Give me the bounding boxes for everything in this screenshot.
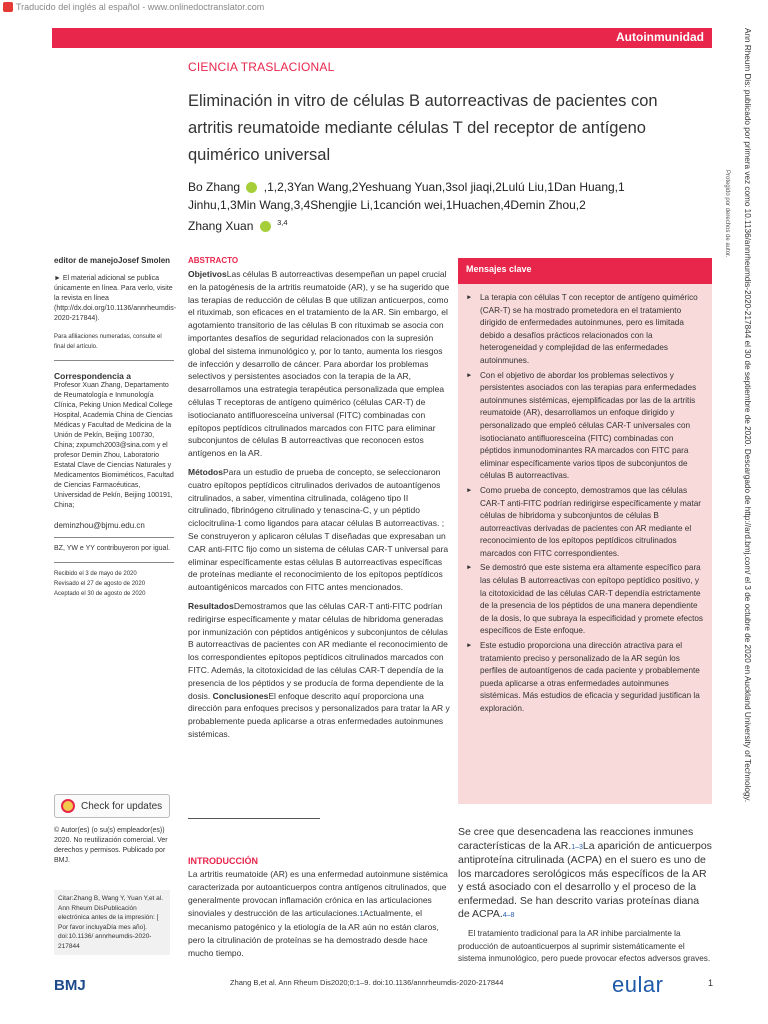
- intro-heading: INTRODUCCIÓN: [188, 856, 258, 866]
- intro-text: [188, 868, 450, 960]
- abstract-heading: ABSTRACTO: [188, 256, 239, 265]
- results-text: Demostramos que las células CAR-T anti-FITC podrían redirigirse específicamente y matar células de hibridoma generadas por inmunización con péptidos antigénicos y subconjuntos de células B autorreactivas de pacientes con AR mediante el reconocimiento de los correspondientes epítopos peptídicos citrulinados marcados con FITC. Además, la citotoxicidad de las células CAR-T dependía de la presencia de los péptidos y se producía de forma dependiente de la dosis.: [188, 600, 448, 701]
- orcid-icon[interactable]: [260, 221, 271, 232]
- body-text-part1: Se cree que desencadena las reacciones inmunes características de la AR.: [458, 826, 694, 852]
- band-label: Autoinmunidad: [616, 30, 704, 44]
- author-first: Bo Zhang: [188, 180, 241, 194]
- objectives-text: Las células B autorreactivas desempeñan un papel crucial en la patogénesis de la artritis reumatoide (AR), y se ha sugerido que las terapias de reducción de células B que utilizan anticuerpos, como el rituximab, son eficaces en el tratamiento de la AR. Sin embargo, el agotamiento transitorio de las células B con rituximab se asocia con importantes desafíos de seguridad relacionados con la supresión global del sistema inmunológico y, por lo tanto, aumenta los riesgos de infección y desarrollo de cáncer. Para abordar los problemas selectivos y persistentes asociados con la terapia de la AR, desarrollamos una estrategia terapéutica personalizada que emplea células T receptoras de antígeno quimérico (células CAR-T) de isotiocianato antifluoresceína universal (FITC) combinadas con epítopos peptídicos citrulinados marcados con FITC para eliminar subconjuntos de células B autorreactivas que reconocen estos antígenos en la AR.: [188, 269, 450, 459]
- handling-editor: editor de manejoJosef Smolen: [54, 256, 171, 265]
- page-number: 1: [708, 978, 714, 988]
- body-text-right-2: El tratamiento tradicional para la AR inhibe parcialmente la producción de autoanticuerpos al suprimir sistemáticamente el sistema inmunológico, pero puede provocar efectos adversos graves.: [458, 929, 711, 963]
- left-sidebar: [54, 256, 177, 599]
- key-message: ► Con el objetivo de abordar los problemas selectivos y persistentes asociados con las terapias para enfermedades autoinmunes sistémicas, ejemplificadas por las de la artritis reumatoide (AR), desarrollamos un enfoque dirigido y personalizado que empleó células CAR-T universales con isotiocianato antifluoresceína (FITC) combinadas con péptidos inmunodominantes RA marcados con FITC para eliminar específicamente varios tipos de subconjuntos de células B autorreactivas.: [466, 370, 704, 483]
- key-messages-list: [458, 292, 712, 716]
- divider: [54, 360, 174, 361]
- revised-date: Revisado el 27 de agosto de 2020: [54, 581, 146, 587]
- abstract: [188, 268, 450, 747]
- contrib-note: BZ, YW e YY contribuyeron por igual.: [54, 545, 170, 552]
- translator-link[interactable]: Traducido del inglés al español - www.onlinedoctranslator.com: [16, 2, 265, 12]
- orcid-icon[interactable]: [246, 182, 257, 193]
- supplementary-note: ► El material adicional se publica únicamente en línea. Para verlo, visite la revista en línea (http://dx.doi.org/10.1136/annrheumdis-2020-217844).: [54, 275, 177, 322]
- side-copyright-text: Protegido por derechos de autor.: [724, 170, 730, 258]
- author-list: [188, 178, 658, 235]
- ref-link[interactable]: 4–8: [502, 912, 515, 919]
- objectives-label: Objetivos: [188, 269, 227, 279]
- side-margin-text: Ann Rheum Dis: publicado por primera vez como 10.1136/annrheumdis-2020-217844 el 30 de septiembre de 2020. Descargado de http://ard.bmj.com/ el 3 de octubre de 2020 en Auckland University of Technology.: [743, 28, 752, 803]
- author-last-affil: 3,4: [277, 218, 288, 227]
- eular-logo: eular: [612, 972, 664, 997]
- conclusions-text: El enfoque descrito aquí proporciona una dirección para enfoques precisos y personalizados para tratar la AR y probablemente pueda aplicarse a otras enfermedades autoinmunes sistémicas.: [188, 690, 450, 739]
- check-updates-button[interactable]: [54, 794, 170, 818]
- key-message: ► La terapia con células T con receptor de antígeno quimérico (CAR-T) se ha mostrado prometedora en el tratamiento dirigido de enfermedades autoinmunes, pero es limitada debido a desafíos prácticos relacionados con la heterogeneidad y complejidad de las enfermedades autoinmunes.: [466, 292, 704, 368]
- footer-citation: Zhang B,et al. Ann Rheum Dis2020;0:1–9. doi:10.1136/annrheumdis-2020-217844: [230, 978, 504, 987]
- correspondence-text: Profesor Xuan Zhang, Departamento de Reumatología e Inmunología Clínica, Peking Union Medical College Hospital, Academia China de Ciencias Médicas y Facultad de Medicina de la Unión de Pekín, Beijing 100730, China; zxpumch2003@sina.com y el profesor Demin Zhou, Laboratorio Estatal Clave de Ciencias Naturales y Medicamentos Biomiméticos, Facultad de Ciencias Farmacéuticas, Universidad de Pekín, Beijing 100191, China;: [54, 382, 174, 509]
- body-text-right: [458, 826, 712, 923]
- body-text-part2: La aparición de anticuerpos antiproteína citrulinada (ACPA) en el suero es uno de los marcadores serológicos más específicos de la AR y está asociado con el desarrollo y el proceso de la enfermedad. Se han descrito varias proteínas diana de ACPA.: [458, 839, 712, 920]
- author-last: Zhang Xuan: [188, 219, 254, 233]
- key-message: ► Este estudio proporciona una dirección atractiva para el tratamiento preciso y personalizado de la AR según los perfiles de autoantígenos de cada paciente y probablemente pueda aplicarse a otras enfermedades autoinmunes sistémicas. Más estudios de eficacia y seguridad justifican la exploración.: [466, 640, 704, 716]
- intro-text-part1: La artritis reumatoide (AR) es una enfermedad autoinmune sistémica caracterizada por autoanticuerpos contra antígenos citrulinados, que generalmente provocan inflamación crónica en las articulaciones sinoviales y destrucción de las articulaciones.: [188, 869, 448, 918]
- header-band: [52, 28, 712, 48]
- accepted-date: Aceptado el 30 de agosto de 2020: [54, 591, 146, 597]
- section-label: CIENCIA TRASLACIONAL: [188, 60, 335, 74]
- correspondence-heading: Correspondencia a: [54, 371, 131, 381]
- key-messages-heading: Mensajes clave: [458, 258, 712, 284]
- affiliations-note: Para afiliaciones numeradas, consulte el final del artículo.: [54, 334, 162, 350]
- methods-text: Para un estudio de prueba de concepto, se seleccionaron cuatro epítopos peptídicos citrulinados derivados de autoantígenos citrulinados, a saber, vimentina citrulinada, colágeno tipo II citrulinado, fibrinógeno citrulinado y tenascina-C, y un péptido ciclocitrulina-1 como ligandos para atacar células B autorreactivas. ; Se construyeron y aplicaron células T diseñadas que expresaban un CAR anti-FITC fijo como un sistema de células CAR-T universal para eliminar específicamente estas células B autorreactivas específicas de proteínas mediante el reconocimiento de los epítopos peptídicos autoantigénicos marcados con FITC antes mencionados.: [188, 466, 449, 593]
- intro-text-part2: Actualmente, el mecanismo patogénico y la etiología de la AR aún no están claros, pero la citrulinación de proteínas se ha demostrado desde hace mucho tiempo.: [188, 908, 439, 958]
- results-label: Resultados: [188, 600, 234, 611]
- translator-bar[interactable]: [0, 0, 264, 14]
- key-message: ► Se demostró que este sistema era altamente específico para las células B autorreactivas con epítopo peptídico positivo, y la citotoxicidad de las células CAR-T dependía estrictamente de la presencia de los péptidos de una manera dependiente de la dosis, lo que subraya la especificidad y promete efectos específicos de Este enfoque.: [466, 562, 704, 638]
- check-updates-label: Check for updates: [81, 800, 163, 812]
- bmj-logo: BMJ: [54, 977, 86, 994]
- divider: [54, 562, 174, 563]
- email-link[interactable]: deminzhou@bjmu.edu.cn: [54, 521, 145, 530]
- abstract-divider: [188, 818, 320, 819]
- divider: [54, 537, 174, 538]
- article-title: Eliminación in vitro de células B autorreactivas de pacientes con artritis reumatoide mediante células T del receptor de antígeno quimérico universal: [188, 92, 658, 164]
- received-date: Recibido el 3 de mayo de 2020: [54, 571, 137, 577]
- methods-label: Métodos: [188, 466, 223, 477]
- copyright-note: © Autor(es) (o su(s) empleador(es)) 2020. No reutilización comercial. Ver derechos y permisos. Publicado por BMJ.: [54, 827, 168, 864]
- key-messages-box: [458, 258, 712, 804]
- key-message: ► Como prueba de concepto, demostramos que las células CAR-T anti-FITC podrían redirigirse específicamente y matar células de hibridoma y subconjuntos de células B autorreactivas derivadas de pacientes con AR mediante el reconocimiento de los epítopos peptídicos citrulinados marcados con FITC correspondientes.: [466, 485, 704, 561]
- translate-icon: [3, 2, 13, 12]
- ref-link[interactable]: 1–3: [571, 843, 583, 851]
- authors-line2: Jinhu,1,3Min Wang,3,4Shengjie Li,1canción wei,1Huachen,4Demin Zhou,2: [188, 198, 586, 212]
- ref-link[interactable]: 1: [359, 911, 364, 918]
- crossmark-icon: [61, 799, 75, 813]
- conclusions-label: Conclusiones: [212, 690, 269, 701]
- cite-box: Citar:Zhang B, Wang Y, Yuan Y,et al. Ann Rheum DisPublicación electrónica antes de la impresión: [ Por favor incluyaDía mes año]. doi:10.1136/ annrheumdis-2020-217844: [54, 890, 170, 955]
- authors-line1: ,1,2,3Yan Wang,2Yeshuang Yuan,3sol jiaqi,2Lulú Liu,1Dan Huang,1: [263, 180, 625, 194]
